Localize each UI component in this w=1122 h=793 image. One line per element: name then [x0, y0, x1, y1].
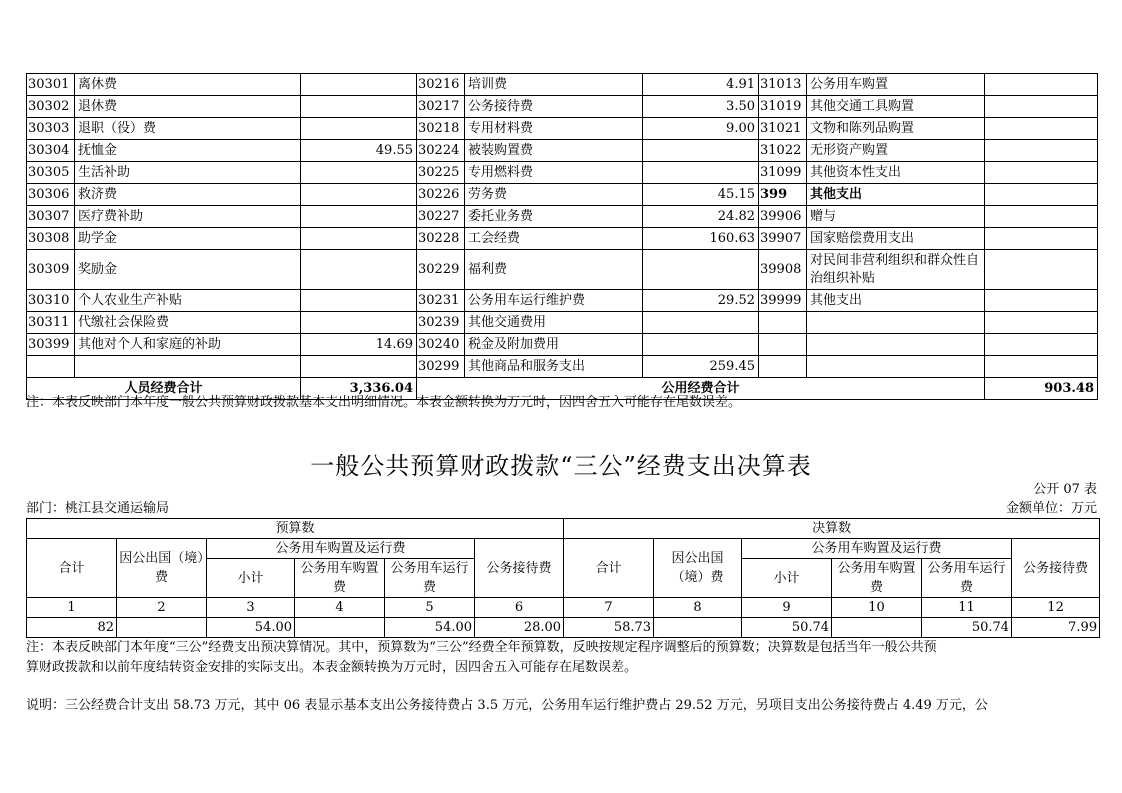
code-cell — [27, 356, 75, 378]
code-cell: 30217 — [417, 96, 465, 118]
value-cell — [295, 618, 385, 638]
amount-cell — [301, 96, 417, 118]
value-cell: 7.99 — [1012, 618, 1100, 638]
amount-cell — [985, 184, 1098, 206]
code-cell — [759, 312, 807, 334]
column-number: 4 — [295, 598, 385, 618]
value-cell — [654, 618, 742, 638]
name-cell: 公务用车购置 — [807, 74, 985, 96]
code-cell — [759, 334, 807, 356]
amount-cell — [985, 334, 1098, 356]
name-cell: 赠与 — [807, 206, 985, 228]
name-cell — [75, 356, 301, 378]
name-cell: 抚恤金 — [75, 140, 301, 162]
amount-cell — [301, 250, 417, 290]
name-cell: 工会经费 — [465, 228, 643, 250]
name-cell: 其他支出 — [807, 184, 985, 206]
amount-cell — [985, 96, 1098, 118]
code-cell: 30225 — [417, 162, 465, 184]
name-cell: 助学金 — [75, 228, 301, 250]
amount-cell — [985, 118, 1098, 140]
table-row — [27, 118, 1098, 140]
column-number: 2 — [117, 598, 207, 618]
budget-subtotal-header: 小计 — [207, 559, 295, 598]
table-row — [27, 312, 1098, 334]
amount-cell — [643, 162, 759, 184]
name-cell: 国家赔偿费用支出 — [807, 228, 985, 250]
name-cell: 专用材料费 — [465, 118, 643, 140]
name-cell: 奖励金 — [75, 250, 301, 290]
name-cell: 生活补助 — [75, 162, 301, 184]
budget-vehicle-header: 公务用车购置及运行费 — [207, 539, 475, 559]
amount-cell — [643, 334, 759, 356]
name-cell: 对民间非营利组织和群众性自治组织补贴 — [807, 250, 985, 290]
amount-cell: 9.00 — [643, 118, 759, 140]
code-cell: 30229 — [417, 250, 465, 290]
value-cell — [832, 618, 922, 638]
name-cell: 退休费 — [75, 96, 301, 118]
name-cell — [807, 312, 985, 334]
value-row — [27, 618, 1100, 638]
final-operation-header: 公务用车运行费 — [922, 559, 1012, 598]
personnel-total-value: 3,336.04 — [301, 378, 417, 400]
code-cell: 30231 — [417, 290, 465, 312]
name-cell: 培训费 — [465, 74, 643, 96]
column-number: 9 — [742, 598, 832, 618]
value-cell: 54.00 — [385, 618, 475, 638]
code-cell: 30299 — [417, 356, 465, 378]
name-cell: 救济费 — [75, 184, 301, 206]
name-cell: 福利费 — [465, 250, 643, 290]
amount-cell — [643, 250, 759, 290]
name-cell: 个人农业生产补贴 — [75, 290, 301, 312]
amount-cell — [301, 74, 417, 96]
amount-cell — [985, 228, 1098, 250]
value-cell — [117, 618, 207, 638]
amount-cell — [985, 290, 1098, 312]
value-cell: 28.00 — [475, 618, 564, 638]
table-row — [27, 250, 1098, 290]
code-cell — [759, 356, 807, 378]
amount-cell: 14.69 — [301, 334, 417, 356]
code-cell: 39908 — [759, 250, 807, 290]
code-cell: 39906 — [759, 206, 807, 228]
name-cell: 文物和陈列品购置 — [807, 118, 985, 140]
budget-header: 预算数 — [27, 519, 564, 539]
amount-cell — [985, 312, 1098, 334]
name-cell: 退职（役）费 — [75, 118, 301, 140]
code-cell: 30224 — [417, 140, 465, 162]
code-cell: 30302 — [27, 96, 75, 118]
name-cell: 其他对个人和家庭的补助 — [75, 334, 301, 356]
value-cell: 50.74 — [922, 618, 1012, 638]
name-cell: 其他资本性支出 — [807, 162, 985, 184]
expense-detail-table — [26, 73, 1098, 400]
budget-operation-header: 公务用车运行费 — [385, 559, 475, 598]
amount-cell — [301, 356, 417, 378]
final-total-header: 合计 — [564, 539, 654, 598]
amount-cell — [985, 74, 1098, 96]
amount-cell — [985, 206, 1098, 228]
column-number: 11 — [922, 598, 1012, 618]
amount-cell — [985, 140, 1098, 162]
name-cell: 公务接待费 — [465, 96, 643, 118]
code-cell: 30306 — [27, 184, 75, 206]
name-cell: 其他商品和服务支出 — [465, 356, 643, 378]
code-cell: 30305 — [27, 162, 75, 184]
code-cell: 31019 — [759, 96, 807, 118]
amount-cell — [985, 356, 1098, 378]
amount-cell — [301, 184, 417, 206]
amount-cell: 160.63 — [643, 228, 759, 250]
amount-cell — [643, 140, 759, 162]
name-cell: 税金及附加费用 — [465, 334, 643, 356]
name-cell: 劳务费 — [465, 184, 643, 206]
column-number: 7 — [564, 598, 654, 618]
code-cell: 31099 — [759, 162, 807, 184]
name-cell: 专用燃料费 — [465, 162, 643, 184]
amount-cell — [301, 228, 417, 250]
code-cell: 30309 — [27, 250, 75, 290]
code-cell: 30307 — [27, 206, 75, 228]
table-code: 公开 07 表 — [1033, 482, 1097, 497]
name-cell: 被装购置费 — [465, 140, 643, 162]
column-number: 1 — [27, 598, 117, 618]
amount-cell: 45.15 — [643, 184, 759, 206]
value-cell: 54.00 — [207, 618, 295, 638]
code-cell: 30310 — [27, 290, 75, 312]
personnel-total-label: 人员经费合计 — [27, 378, 301, 400]
name-cell: 代缴社会保险费 — [75, 312, 301, 334]
amount-cell: 4.91 — [643, 74, 759, 96]
sangong-note-line2: 算财政拨款和以前年度结转资金安排的实际支出。本表金额转换为万元时，因四舍五入可能存在尾数误差。 — [26, 660, 638, 675]
code-cell: 39907 — [759, 228, 807, 250]
name-cell: 医疗费补助 — [75, 206, 301, 228]
code-cell: 30240 — [417, 334, 465, 356]
code-cell: 30216 — [417, 74, 465, 96]
page-title: 一般公共预算财政拨款“三公”经费支出决算表 — [310, 452, 812, 480]
name-cell: 委托业务费 — [465, 206, 643, 228]
code-cell: 30308 — [27, 228, 75, 250]
final-subtotal-header: 小计 — [742, 559, 832, 598]
budget-purchase-header: 公务用车购置费 — [295, 559, 385, 598]
amount-cell: 29.52 — [643, 290, 759, 312]
public-total-value: 903.48 — [985, 378, 1098, 400]
table-row — [27, 206, 1098, 228]
public-total-label: 公用经费合计 — [417, 378, 985, 400]
table-row — [27, 162, 1098, 184]
table-row — [27, 290, 1098, 312]
code-cell: 30227 — [417, 206, 465, 228]
name-cell: 其他支出 — [807, 290, 985, 312]
name-cell: 公务用车运行维护费 — [465, 290, 643, 312]
table-row — [27, 356, 1098, 378]
amount-cell — [301, 290, 417, 312]
sangong-table — [26, 518, 1100, 638]
final-purchase-header: 公务用车购置费 — [832, 559, 922, 598]
budget-reception-header: 公务接待费 — [475, 539, 564, 598]
amount-cell — [301, 162, 417, 184]
header-row-2 — [27, 539, 1100, 559]
expense-detail-body — [27, 74, 1098, 378]
amount-cell — [985, 250, 1098, 290]
name-cell: 其他交通工具购置 — [807, 96, 985, 118]
amount-cell: 259.45 — [643, 356, 759, 378]
amount-cell: 24.82 — [643, 206, 759, 228]
amount-cell — [301, 206, 417, 228]
code-cell: 39999 — [759, 290, 807, 312]
code-cell: 30399 — [27, 334, 75, 356]
sangong-note-line1: 注：本表反映部门本年度“三公”经费支出预决算情况。其中，预算数为“三公”经费全年预算数，反映按规定程序调整后的预算数；决算数是包括当年一般公共预 — [26, 640, 937, 655]
amount-cell — [301, 118, 417, 140]
expense-note: 注：本表反映部门本年度一般公共预算财政拨款基本支出明细情况。本表金额转换为万元时，因四舍五入可能存在尾数误差。 — [26, 395, 742, 410]
final-header: 决算数 — [564, 519, 1100, 539]
column-number: 5 — [385, 598, 475, 618]
code-cell: 30311 — [27, 312, 75, 334]
table-row — [27, 96, 1098, 118]
value-cell: 82 — [27, 618, 117, 638]
header-row-1 — [27, 519, 1100, 539]
budget-abroad-header: 因公出国（境）费 — [117, 539, 207, 598]
code-cell: 30303 — [27, 118, 75, 140]
table-row — [27, 334, 1098, 356]
amount-cell — [643, 312, 759, 334]
value-cell: 50.74 — [742, 618, 832, 638]
code-cell: 31022 — [759, 140, 807, 162]
code-cell: 30218 — [417, 118, 465, 140]
code-cell: 31021 — [759, 118, 807, 140]
amount-cell: 49.55 — [301, 140, 417, 162]
code-cell: 30239 — [417, 312, 465, 334]
amount-cell — [985, 162, 1098, 184]
department-label: 部门：桃江县交通运输局 — [26, 501, 170, 516]
code-cell: 399 — [759, 184, 807, 206]
column-number: 10 — [832, 598, 922, 618]
code-cell: 30304 — [27, 140, 75, 162]
table-row — [27, 140, 1098, 162]
name-cell: 离休费 — [75, 74, 301, 96]
column-number-row — [27, 598, 1100, 618]
column-number: 3 — [207, 598, 295, 618]
code-cell: 31013 — [759, 74, 807, 96]
explanation-text: 说明：三公经费合计支出 58.73 万元，其中 06 表显示基本支出公务接待费占 3.5 万元，公务用车运行维护费占 29.52 万元，另项目支出公务接待费占 4.49 万元，公 — [26, 698, 988, 713]
name-cell — [807, 356, 985, 378]
final-abroad-header: 因公出国（境）费 — [654, 539, 742, 598]
column-number: 8 — [654, 598, 742, 618]
code-cell: 30301 — [27, 74, 75, 96]
name-cell — [807, 334, 985, 356]
amount-cell — [301, 312, 417, 334]
code-cell: 30226 — [417, 184, 465, 206]
amount-cell: 3.50 — [643, 96, 759, 118]
table-row — [27, 228, 1098, 250]
name-cell: 无形资产购置 — [807, 140, 985, 162]
code-cell: 30228 — [417, 228, 465, 250]
table-row — [27, 184, 1098, 206]
final-vehicle-header: 公务用车购置及运行费 — [742, 539, 1012, 559]
column-number: 6 — [475, 598, 564, 618]
final-reception-header: 公务接待费 — [1012, 539, 1100, 598]
table-row — [27, 74, 1098, 96]
unit-label: 金额单位：万元 — [1005, 501, 1097, 516]
value-cell: 58.73 — [564, 618, 654, 638]
name-cell: 其他交通费用 — [465, 312, 643, 334]
column-number: 12 — [1012, 598, 1100, 618]
budget-total-header: 合计 — [27, 539, 117, 598]
